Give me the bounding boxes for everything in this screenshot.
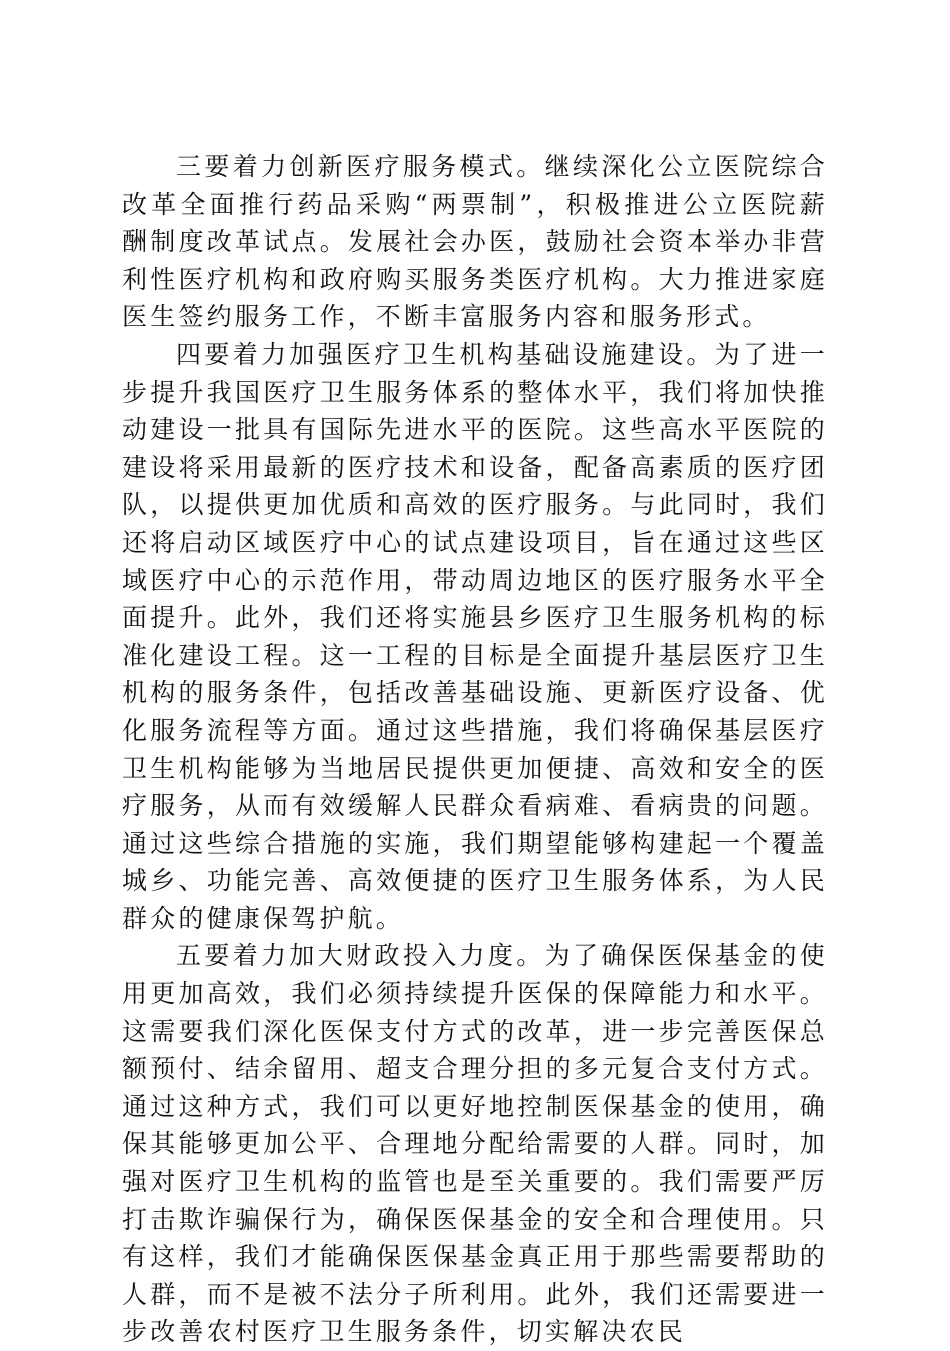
document-page [122,148,828,1351]
paragraph-innovate-medical-service-model: 三要着力创新医疗服务模式。继续深化公立医院综合改革全面推行药品采购“两票制”，积极推进公立医院薪酬制度改革试点。发展社会办医，鼓励社会资本举办非营利性医疗机构和政府购买服务类医疗机构。大力推进家庭医生签约服务工作，不断丰富服务内容和服务形式。 [122,152,828,332]
paragraph-strengthen-infrastructure: 四要着力加强医疗卫生机构基础设施建设。为了进一步提升我国医疗卫生服务体系的整体水平，我们将加快推动建设一批具有国际先进水平的医院。这些高水平医院的建设将采用最新的医疗技术和设备，配备高素质的医疗团队，以提供更加优质和高效的医疗服务。与此同时，我们还将启动区域医疗中心的试点建设项目，旨在通过这些区域医疗中心的示范作用，带动周边地区的医疗服务水平全面提升。此外，我们还将实施县乡医疗卫生服务机构的标准化建设工程。这一工程的目标是全面提升基层医疗卫生机构的服务条件，包括改善基础设施、更新医疗设备、优化服务流程等方面。通过这些措施，我们将确保基层医疗卫生机构能够为当地居民提供更加便捷、高效和安全的医疗服务，从而有效缓解人民群众看病难、看病贵的问题。通过这些综合措施的实施，我们期望能够构建起一个覆盖城乡、功能完善、高效便捷的医疗卫生服务体系，为人民群众的健康保驾护航。 [122,339,828,933]
paragraph-increase-fiscal-investment: 五要着力加大财政投入力度。为了确保医保基金的使用更加高效，我们必须持续提升医保的保障能力和水平。这需要我们深化医保支付方式的改革，进一步完善医保总额预付、结余留用、超支合理分担的多元复合支付方式。通过这种方式，我们可以更好地控制医保基金的使用，确保其能够更加公平、合理地分配给需要的人群。同时，加强对医疗卫生机构的监管也是至关重要的。我们需要严厉打击欺诈骗保行为，确保医保基金的安全和合理使用。只有这样，我们才能确保医保基金真正用于那些需要帮助的人群，而不是被不法分子所利用。此外，我们还需要进一步改善农村医疗卫生服务条件，切实解决农民 [122,941,828,1347]
